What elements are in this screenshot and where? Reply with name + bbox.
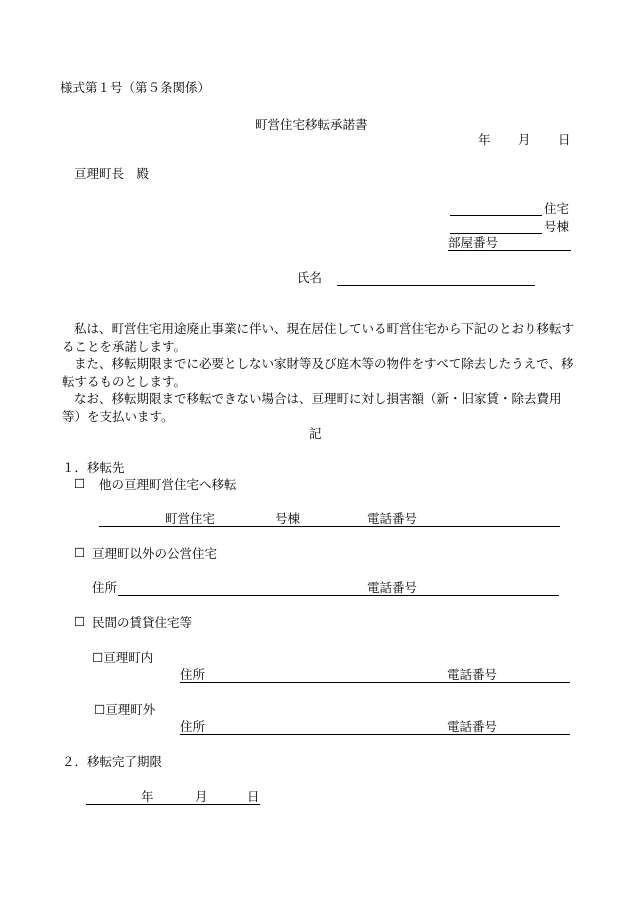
body-paragraph-1: 私は、町営住宅用途廃止事業に伴い、現在居住している町営住宅から下記のとおり移転することを承諾します。 (62, 321, 575, 354)
inside-address-label: 住所 (180, 667, 206, 682)
option2-input-line[interactable] (118, 595, 559, 596)
name-input-line[interactable] (337, 285, 535, 286)
name-label: 氏名 (297, 270, 323, 285)
housing-input-line[interactable] (450, 215, 542, 216)
deadline-input-line[interactable] (86, 804, 260, 805)
outside-town-checkbox-label[interactable]: ☐亘理町外 (94, 702, 156, 717)
option2-label: 亘理町以外の公営住宅 (92, 546, 218, 561)
option1-checkbox[interactable]: ☐ (74, 476, 86, 491)
room-number-line[interactable] (448, 250, 571, 251)
outside-input-line[interactable] (180, 734, 570, 735)
body-paragraph-3: なお、移転期限まで移転できない場合は、亘理町に対し損害額（新・旧家賃・除去費用等）を支払います。 (62, 391, 562, 424)
form-number: 様式第１号（第５条関係） (60, 80, 211, 95)
deadline-day-label: 日 (247, 789, 260, 804)
inside-town-checkbox-label[interactable]: ☐亘理町内 (92, 650, 154, 665)
date-day-label: 日 (558, 132, 571, 147)
body-paragraph-2: また、移転期限までに必要としない家財等及び庭木等の物件をすべて除去したうえで、移転するものとします。 (62, 356, 574, 389)
building-input-line[interactable] (450, 233, 542, 234)
option3-checkbox[interactable]: ☐ (74, 614, 86, 629)
option1-housing-label: 町営住宅 (165, 511, 216, 526)
inside-phone-label: 電話番号 (447, 667, 498, 682)
outside-address-label: 住所 (180, 719, 206, 734)
option3-label: 民間の賃貸住宅等 (92, 615, 193, 630)
addressee: 亘理町長 殿 (74, 166, 150, 181)
deadline-month-label: 月 (195, 789, 208, 804)
room-number-label: 部屋番号 (448, 235, 499, 250)
option2-phone-label: 電話番号 (367, 580, 418, 595)
date-year-label: 年 (478, 132, 491, 147)
option1-building-label: 号棟 (275, 511, 301, 526)
option1-label: 他の亘理町営住宅へ移転 (99, 477, 237, 492)
section1-heading: １．移転先 (62, 460, 125, 475)
ki-label: 記 (309, 426, 322, 441)
housing-label: 住宅 (544, 201, 570, 216)
form-title: 町営住宅移転承諾書 (255, 117, 368, 132)
date-month-label: 月 (518, 132, 531, 147)
outside-phone-label: 電話番号 (447, 719, 498, 734)
option2-checkbox[interactable]: ☐ (74, 545, 86, 560)
option1-input-line[interactable] (99, 526, 560, 527)
body-text (62, 320, 576, 425)
building-label: 号棟 (544, 219, 570, 234)
option2-address-label: 住所 (92, 580, 118, 595)
deadline-year-label: 年 (141, 789, 154, 804)
inside-input-line[interactable] (180, 682, 570, 683)
option1-phone-label: 電話番号 (367, 511, 418, 526)
section2-heading: ２．移転完了期限 (62, 754, 163, 769)
